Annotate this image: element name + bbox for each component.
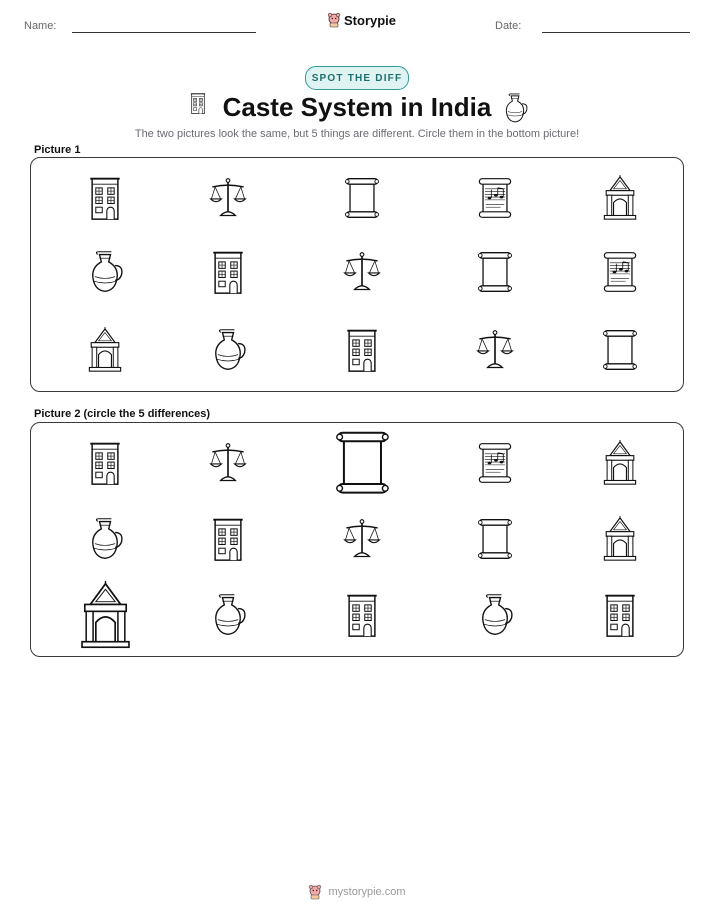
storypie-mascot-icon (327, 12, 341, 28)
picture2-temple-icon[interactable] (601, 516, 639, 562)
picture2-temple-icon[interactable] (601, 440, 639, 486)
picture2-music-sheet-icon[interactable] (476, 440, 514, 486)
footer (0, 884, 714, 900)
picture1-music-sheet-icon (476, 175, 514, 221)
picture1-building-icon (209, 249, 247, 295)
picture1-building-icon (343, 327, 381, 373)
picture1-temple-icon (86, 327, 124, 373)
picture2-temple-icon[interactable] (77, 581, 134, 650)
picture1-label: Picture 1 (34, 144, 81, 156)
picture2-scales-icon[interactable] (343, 516, 381, 562)
picture2-building-icon[interactable] (343, 592, 381, 638)
storypie-mascot-icon (308, 884, 322, 900)
picture2-building-icon[interactable] (601, 592, 639, 638)
picture2-scroll-icon[interactable] (476, 516, 514, 562)
date-line[interactable] (542, 32, 690, 33)
picture2-jug-icon[interactable] (86, 516, 124, 562)
brand-logo (327, 12, 396, 28)
page-title: Caste System in India (222, 92, 492, 122)
picture2-jug-icon[interactable] (209, 592, 247, 638)
picture1-scales-icon (476, 327, 514, 373)
picture2-label: Picture 2 (circle the 5 differences) (34, 408, 211, 420)
picture2-building-icon[interactable] (209, 516, 247, 562)
picture1-scroll-icon (476, 249, 514, 295)
picture2-jug-icon[interactable] (476, 592, 514, 638)
picture1-temple-icon (601, 175, 639, 221)
picture1-jug-icon (209, 327, 247, 373)
picture2-scales-icon[interactable] (209, 440, 247, 486)
title-jug-icon (502, 92, 528, 122)
name-label: Name: (24, 20, 57, 32)
picture1-scales-icon (209, 175, 247, 221)
name-line[interactable] (72, 32, 256, 33)
picture1-scales-icon (343, 249, 381, 295)
picture1-music-sheet-icon (601, 249, 639, 295)
spot-the-diff-badge: SPOT THE DIFF (305, 66, 409, 90)
brand-name: Storypie (344, 12, 397, 28)
instructions: The two pictures look the same, but 5 things are different. Circle them in the bottom picture! (134, 128, 580, 140)
picture2-building-icon[interactable] (86, 440, 124, 486)
picture1-building-icon (86, 175, 124, 221)
picture1-jug-icon (86, 249, 124, 295)
picture1-scroll-icon (601, 327, 639, 373)
picture2-scroll-icon[interactable] (333, 427, 392, 498)
picture1-scroll-icon (343, 175, 381, 221)
date-label: Date: (495, 20, 522, 32)
footer-site: mystorypie.com (328, 886, 406, 898)
